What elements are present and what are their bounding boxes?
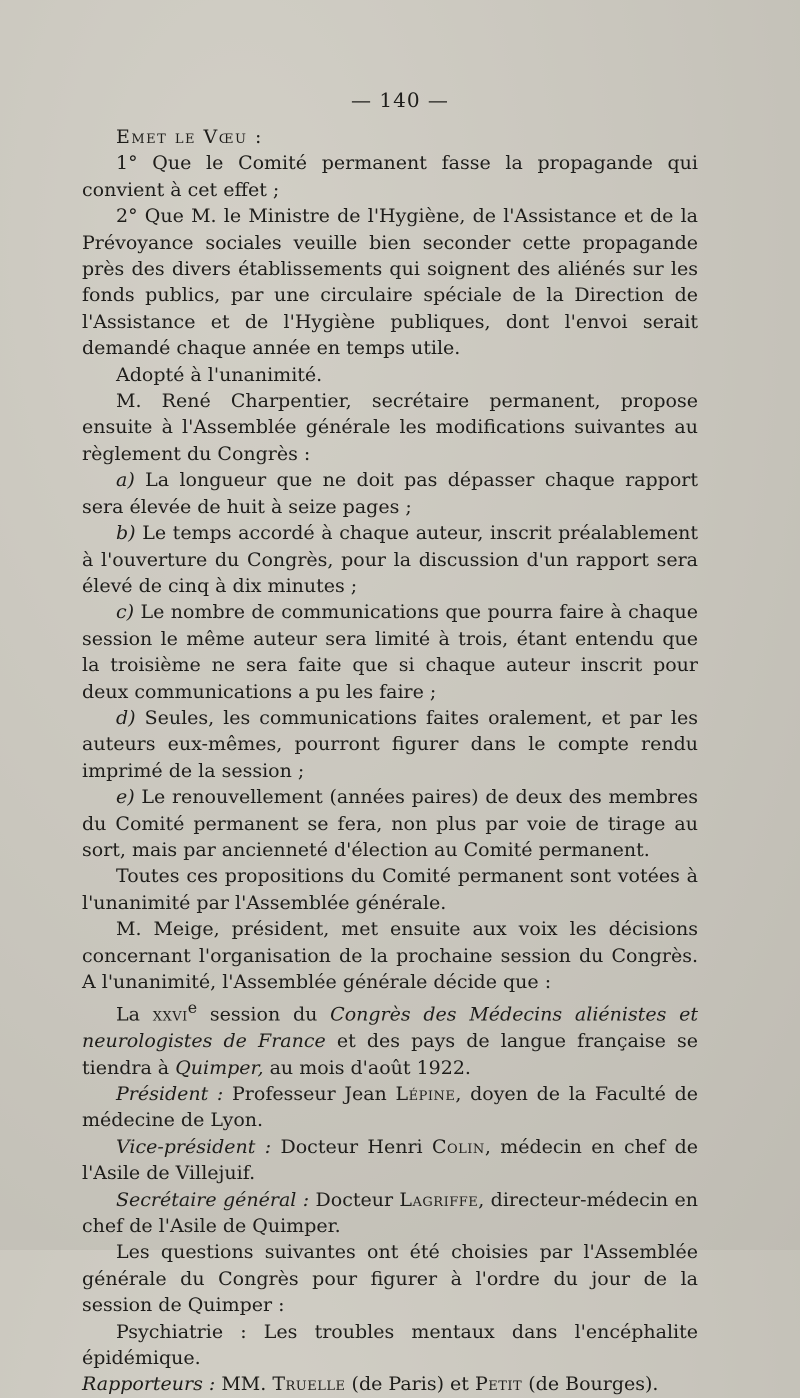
president-name: Lépine	[395, 1082, 456, 1105]
rapporteur-name-2: Petit	[474, 1373, 523, 1396]
session-announcement	[82, 995, 698, 1081]
session-numeral: xxvi	[152, 1003, 188, 1026]
session-text-c: et des pays de langue française se tiendra à	[82, 1030, 699, 1079]
secretary-label: Secrétaire général :	[116, 1188, 310, 1211]
session-place: Quimper,	[175, 1056, 264, 1079]
vow-item-1: 1° Que le Comité permanent fasse la propagande qui convient à cet effet ;	[82, 152, 698, 201]
rapporteurs-text-a: MM.	[215, 1373, 273, 1396]
modification-a	[82, 467, 698, 520]
page-body	[82, 124, 698, 1398]
modification-c-label: c)	[116, 601, 135, 624]
secretary-text-b: , directeur-médecin en chef de l'Asile de Quimper.	[82, 1188, 698, 1237]
vow-heading: Emet le Vœu :	[116, 126, 263, 148]
congress-title: Congrès des Médecins aliénistes et neurologistes de France	[82, 1003, 698, 1053]
modification-a-label: a)	[116, 469, 135, 492]
vice-president-text-b: , médecin en chef de l'Asile de Villejuif.	[82, 1135, 698, 1185]
rapporteurs-text-b: (de Paris) et	[345, 1373, 475, 1396]
modification-c	[82, 599, 698, 705]
modification-d-text: Seules, les communications faites oralement, et par les auteurs eux-mêmes, pourront figurer dans le compte rendu imprimé de la session ;	[82, 706, 698, 782]
president-text-b: , doyen de la Faculté de médecine de Lyon.	[82, 1082, 698, 1132]
secretary-entry	[82, 1187, 698, 1240]
modification-b	[82, 520, 698, 599]
rapporteurs-entry	[82, 1371, 698, 1397]
modification-b-text: Le temps accordé à chaque auteur, inscrit préalablement à l'ouverture du Congrès, pour la discussion d'un rapport sera élevé de cinq à dix minutes ;	[82, 522, 698, 597]
president-label: Président :	[116, 1082, 224, 1105]
proposal-intro: M. René Charpentier, secrétaire permanent, propose ensuite à l'Assemblée générale les modifications suivantes au règlement du Congrès :	[82, 390, 698, 465]
president-entry	[82, 1081, 698, 1134]
modification-e	[82, 784, 698, 863]
modification-a-text: La longueur que ne doit pas dépasser chaque rapport sera élevée de huit à seize pages ;	[82, 469, 698, 518]
session-ordinal-sup: e	[187, 998, 198, 1018]
vow-item-2: 2° Que M. le Ministre de l'Hygiène, de l'Assistance et de la Prévoyance sociales veuille bien seconder cette propagande près des divers établissements qui soignent des aliénés sur les fonds publics, par une circulaire spéciale de la Direction de l'Assistance et de l'Hygiène publiques, dont l'envoi serait demandé chaque année en temps utile.	[82, 205, 698, 360]
modification-d-label: d)	[116, 706, 136, 729]
president-text-a: Professeur Jean	[223, 1082, 396, 1105]
session-text-d: au mois d'août 1922.	[263, 1056, 471, 1079]
session-text-a: La	[116, 1003, 153, 1026]
modification-e-label: e)	[116, 786, 135, 809]
modification-e-text: Le renouvellement (années paires) de deux des membres du Comité permanent se fera, non plus par voie de tirage au sort, mais par ancienneté d'élection au Comité permanent.	[82, 786, 698, 861]
session-text-b: session du	[197, 1003, 331, 1026]
vote-result: Toutes ces propositions du Comité permanent sont votées à l'unanimité par l'Assemblée générale.	[82, 865, 698, 914]
secretary-text-a: Docteur	[309, 1188, 400, 1211]
modification-d	[82, 705, 698, 784]
vice-president-entry	[82, 1134, 698, 1187]
adoption-note: Adopté à l'unanimité.	[116, 363, 323, 386]
vice-president-name: Colin	[431, 1135, 485, 1158]
next-session-intro: M. Meige, président, met ensuite aux voix les décisions concernant l'organisation de la prochaine session du Congrès. A l'unanimité, l'Assemblée générale décide que :	[82, 918, 698, 993]
questions-intro: Les questions suivantes ont été choisies par l'Assemblée générale du Congrès pour figurer à l'ordre du jour de la session de Quimper :	[82, 1241, 698, 1317]
modification-b-label: b)	[116, 522, 136, 545]
vice-president-text-a: Docteur Henri	[271, 1135, 432, 1158]
rapporteurs-text-c: (de Bourges).	[522, 1373, 659, 1396]
psychiatry-topic: Psychiatrie : Les troubles mentaux dans l'encéphalite épidémique.	[82, 1320, 698, 1370]
rapporteur-name-1: Truelle	[272, 1373, 346, 1396]
vice-president-label: Vice-président :	[116, 1135, 272, 1158]
secretary-name: Lagriffe	[399, 1188, 479, 1211]
page-number: — 140 —	[351, 88, 449, 112]
rapporteurs-label: Rapporteurs :	[82, 1373, 216, 1396]
modification-c-text: Le nombre de communications que pourra faire à chaque session le même auteur sera limité à trois, étant entendu que la troisième ne sera faite que si chaque auteur inscrit pour deux communications a pu les faire ;	[82, 601, 698, 703]
